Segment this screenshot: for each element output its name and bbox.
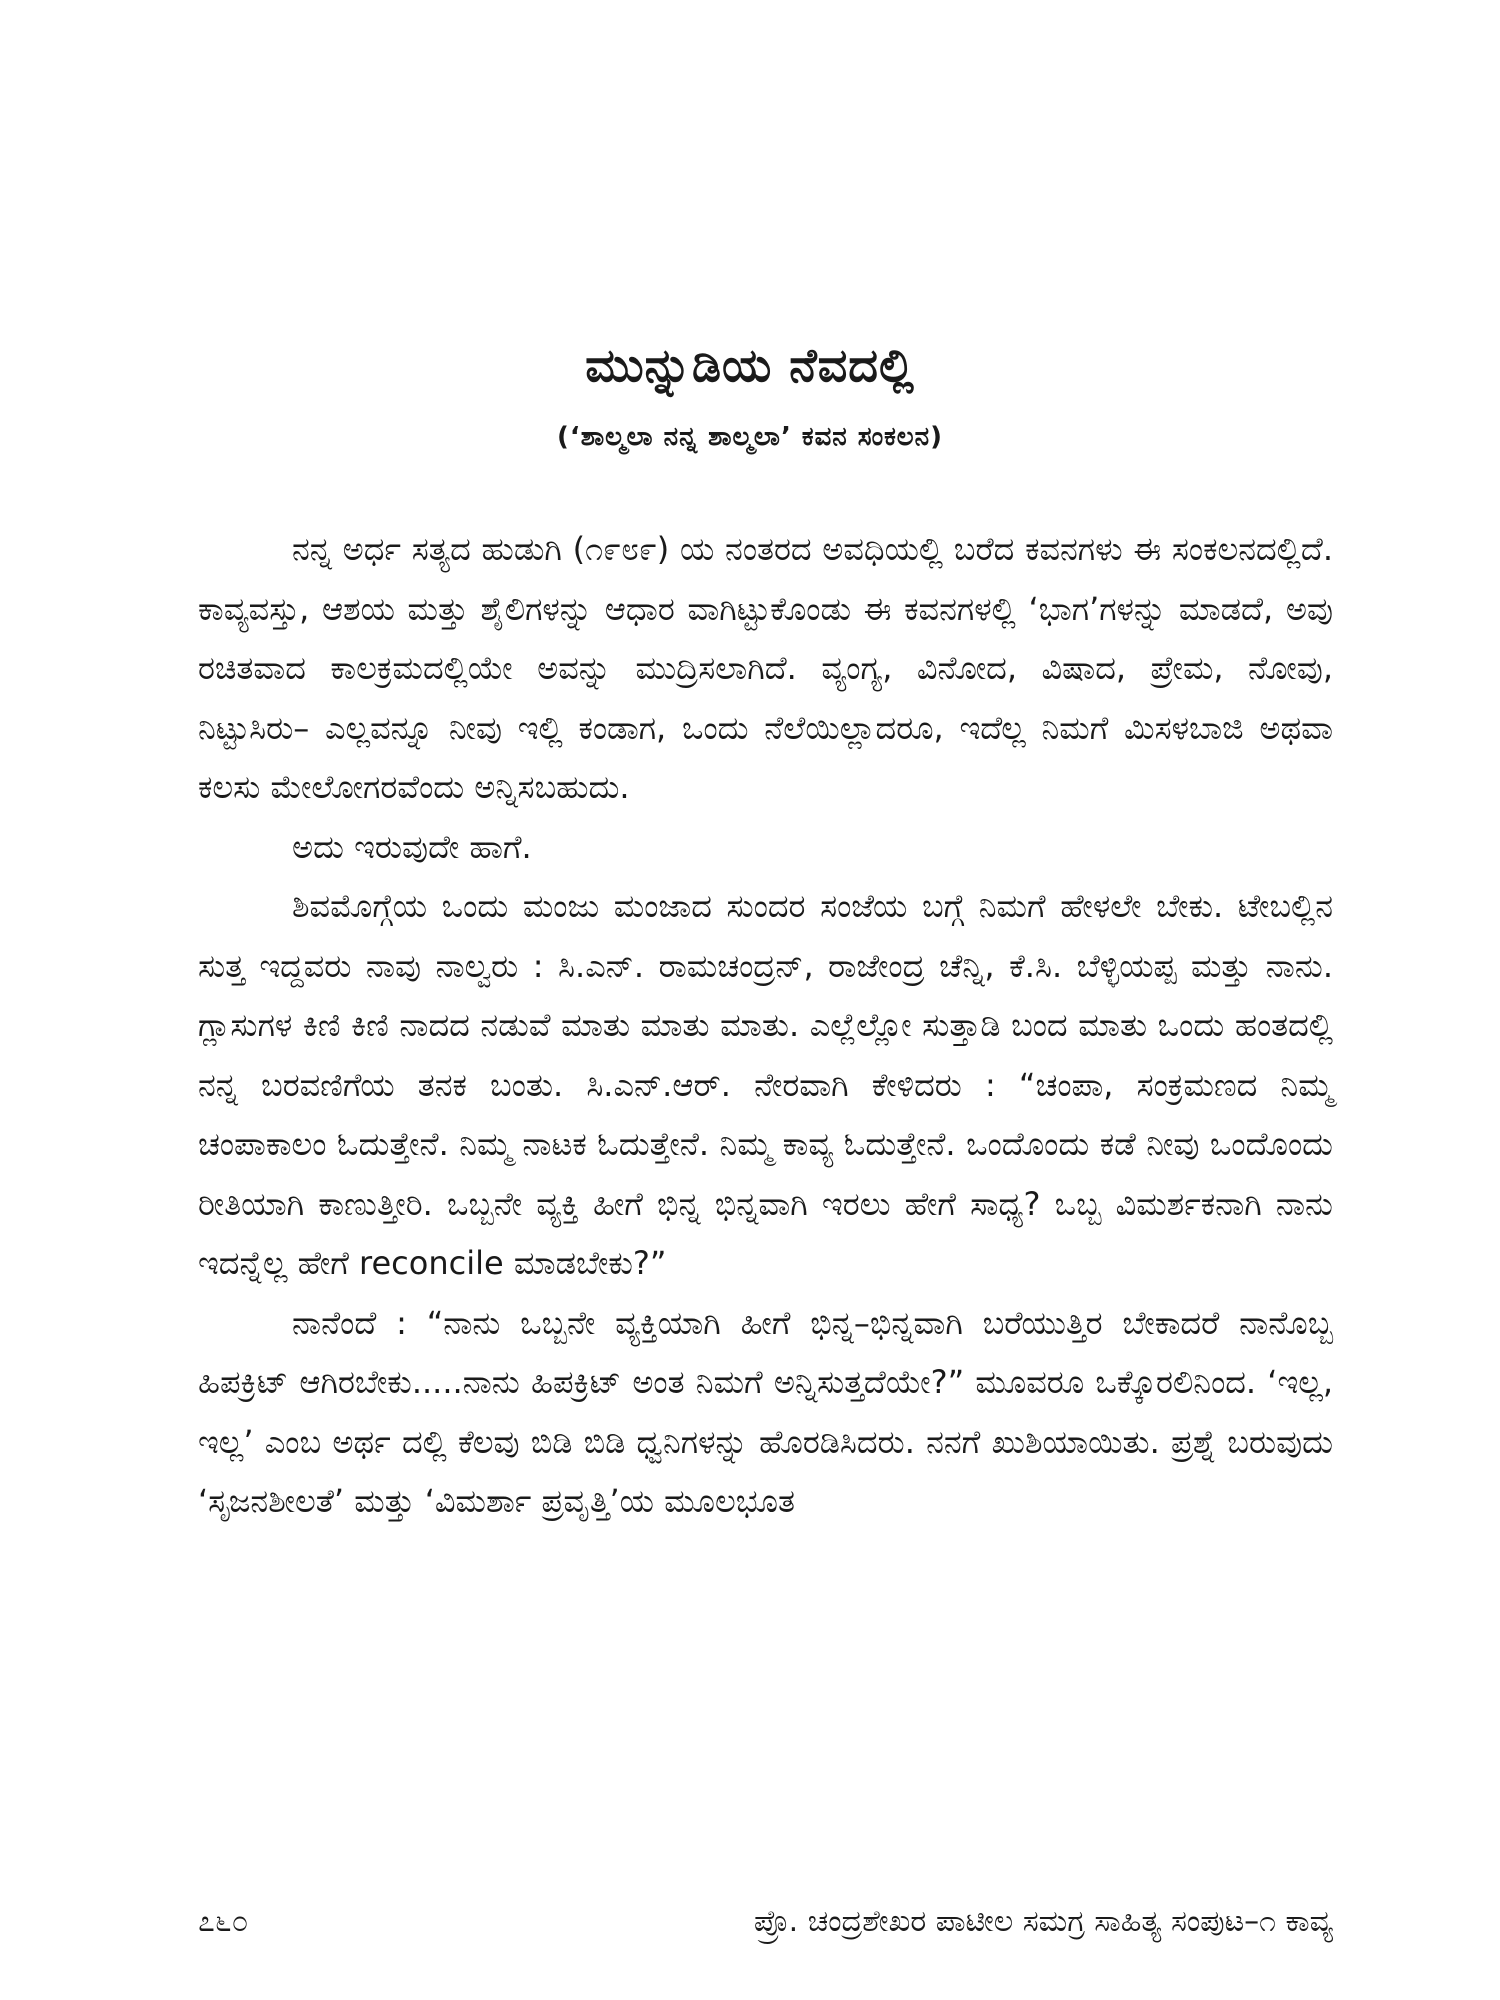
paragraph: ಅದು ಇರುವುದೇ ಹಾಗೆ. bbox=[292, 827, 532, 866]
body-text bbox=[198, 520, 1333, 1532]
paragraph: ನಾನೆಂದೆ : “ನಾನು ಒಬ್ಬನೇ ವ್ಯಕ್ತಿಯಾಗಿ ಹೀಗೆ ಭಿನ್ನ–ಭಿನ್ನವಾಗಿ ಬರೆಯುತ್ತಿರ ಬೇಕಾದರೆ ನಾನೊಬ್ಬ ಹಿಪಕ್ರಿಟ್ ಆಗಿರಬೇಕು.....ನಾನು ಹಿಪಕ್ರಿಟ್ ಅಂತ ನಿಮಗೆ ಅನ್ನಿಸುತ್ತದೆಯೇ?” ಮೂವರೂ ಒಕ್ಕೊರಲಿನಿಂದ. ‘ಇಲ್ಲ, ಇಲ್ಲ’ ಎಂಬ ಅರ್ಥ ದಲ್ಲಿ ಕೆಲವು ಬಿಡಿ ಬಿಡಿ ಧ್ವನಿಗಳನ್ನು ಹೊರಡಿಸಿದರು. ನನಗೆ ಖುಶಿಯಾಯಿತು. ಪ್ರಶ್ನೆ ಬರುವುದು ‘ಸೃಜನಶೀಲತೆ’ ಮತ್ತು ‘ವಿಮರ್ಶಾ ಪ್ರವೃತ್ತಿ’ಯ ಮೂಲಭೂತ bbox=[198, 1303, 1333, 1520]
page-title: ಮುನ್ನುಡಿಯ ನೆವದಲ್ಲಿ bbox=[585, 338, 915, 392]
page-number: ೭೬೦ bbox=[198, 1904, 249, 1939]
paragraph: ನನ್ನ ಅರ್ಧ ಸತ್ಯದ ಹುಡುಗಿ (೧೯೮೯) ಯ ನಂತರದ ಅವಧಿಯಲ್ಲಿ ಬರೆದ ಕವನಗಳು ಈ ಸಂಕಲನದಲ್ಲಿದೆ. ಕಾವ್ಯವಸ್ತು, ಆಶಯ ಮತ್ತು ಶೈಲಿಗಳನ್ನು ಆಧಾರ ವಾಗಿಟ್ಟುಕೊಂಡು ಈ ಕವನಗಳಲ್ಲಿ ‘ಭಾಗ’ಗಳನ್ನು ಮಾಡದೆ, ಅವು ರಚಿತವಾದ ಕಾಲಕ್ರಮದಲ್ಲಿಯೇ ಅವನ್ನು ಮುದ್ರಿಸಲಾಗಿದೆ. ವ್ಯಂಗ್ಯ, ವಿನೋದ, ವಿಷಾದ, ಪ್ರೇಮ, ನೋವು, ನಿಟ್ಟುಸಿರು– ಎಲ್ಲವನ್ನೂ ನೀವು ಇಲ್ಲಿ ಕಂಡಾಗ, ಒಂದು ನೆಲೆಯಿಲ್ಲಾದರೂ, ಇದೆಲ್ಲ ನಿಮಗೆ ಮಿಸಳಬಾಜಿ ಅಥವಾ ಕಲಸು ಮೇಲೋಗರವೆಂದು ಅನ್ನಿಸಬಹುದು. bbox=[198, 530, 1333, 806]
page-subtitle: (‘ಶಾಲ್ಮಲಾ ನನ್ನ ಶಾಲ್ಮಲಾ’ ಕವನ ಸಂಕಲನ) bbox=[557, 422, 943, 452]
paragraph: ಶಿವಮೊಗ್ಗೆಯ ಒಂದು ಮಂಜು ಮಂಜಾದ ಸುಂದರ ಸಂಜೆಯ ಬಗ್ಗೆ ನಿಮಗೆ ಹೇಳಲೇ ಬೇಕು. ಟೇಬಲ್ಲಿನ ಸುತ್ತ ಇದ್ದವರು ನಾವು ನಾಲ್ವರು : ಸಿ.ಎನ್. ರಾಮಚಂದ್ರನ್, ರಾಜೇಂದ್ರ ಚೆನ್ನಿ, ಕೆ.ಸಿ. ಬೆಳ್ಳಿಯಪ್ಪ ಮತ್ತು ನಾನು. ಗ್ಲಾಸುಗಳ ಕಿಣಿ ಕಿಣಿ ನಾದದ ನಡುವೆ ಮಾತು ಮಾತು ಮಾತು. ಎಲ್ಲೆಲ್ಲೋ ಸುತ್ತಾಡಿ ಬಂದ ಮಾತು ಒಂದು ಹಂತದಲ್ಲಿ ನನ್ನ ಬರವಣಿಗೆಯ ತನಕ ಬಂತು. ಸಿ.ಎನ್.ಆರ್. ನೇರವಾಗಿ ಕೇಳಿದರು : “ಚಂಪಾ, ಸಂಕ್ರಮಣದ ನಿಮ್ಮ ಚಂಪಾಕಾಲಂ ಓದುತ್ತೇನೆ. ನಿಮ್ಮ ನಾಟಕ ಓದುತ್ತೇನೆ. ನಿಮ್ಮ ಕಾವ್ಯ ಓದುತ್ತೇನೆ. ಒಂದೊಂದು ಕಡೆ ನೀವು ಒಂದೊಂದು ರೀತಿಯಾಗಿ ಕಾಣುತ್ತೀರಿ. ಒಬ್ಬನೇ ವ್ಯಕ್ತಿ ಹೀಗೆ ಭಿನ್ನ ಭಿನ್ನವಾಗಿ ಇರಲು ಹೇಗೆ ಸಾಧ್ಯ? ಒಬ್ಬ ವಿಮರ್ಶಕನಾಗಿ ನಾನು ಇದನ್ನೆಲ್ಲ ಹೇಗೆ reconcile ಮಾಡಬೇಕು?” bbox=[198, 887, 1333, 1282]
running-title: ಪ್ರೊ. ಚಂದ್ರಶೇಖರ ಪಾಟೀಲ ಸಮಗ್ರ ಸಾಹಿತ್ಯ ಸಂಪುಟ–೧ ಕಾವ್ಯ bbox=[753, 1904, 1333, 1939]
page-footer bbox=[198, 1904, 1333, 1948]
